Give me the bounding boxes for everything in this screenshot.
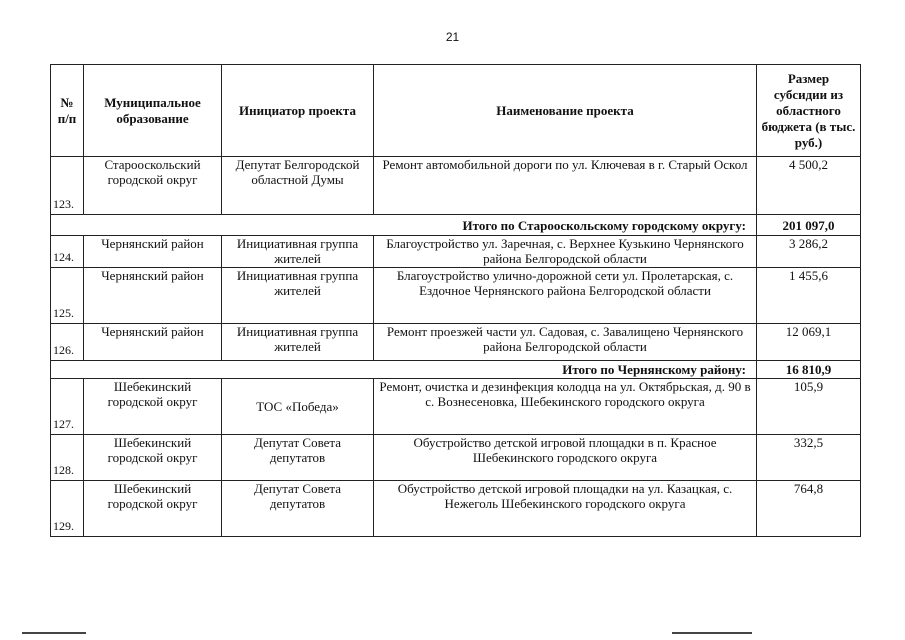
total-value: 16 810,9 [757, 361, 861, 379]
table-row [51, 324, 861, 361]
row-subsidy: 332,5 [757, 435, 861, 481]
row-municipality: Старооскольский городской округ [84, 157, 222, 215]
row-municipality: Шебекинский городской округ [84, 481, 222, 537]
row-municipality: Шебекинский городской округ [84, 379, 222, 435]
row-initiator: Инициативная группа жителей [222, 236, 374, 268]
total-label: Итого по Старооскольскому городскому округу: [51, 215, 757, 236]
row-number: 128. [51, 435, 84, 481]
row-initiator: Депутат Совета депутатов [222, 435, 374, 481]
header-project: Наименование проекта [374, 65, 757, 157]
row-project: Ремонт автомобильной дороги по ул. Ключевая в г. Старый Оскол [374, 157, 757, 215]
row-project: Ремонт, очистка и дезинфекция колодца на ул. Октябрьская, д. 90 в с. Вознесеновка, Шебекинского городского округа [374, 379, 757, 435]
total-value: 201 097,0 [757, 215, 861, 236]
row-initiator: Инициативная группа жителей [222, 324, 374, 361]
row-project: Обустройство детской игровой площадки на ул. Казацкая, с. Нежеголь Шебекинского городского округа [374, 481, 757, 537]
row-municipality: Чернянский район [84, 236, 222, 268]
header-municipality: Муниципальное образование [84, 65, 222, 157]
row-subsidy: 764,8 [757, 481, 861, 537]
table-row [51, 157, 861, 215]
row-project: Благоустройство ул. Заречная, с. Верхнее Кузькино Чернянского района Белгородской области [374, 236, 757, 268]
row-number: 124. [51, 236, 84, 268]
row-municipality: Чернянский район [84, 324, 222, 361]
row-project: Обустройство детской игровой площадки в п. Красное Шебекинского городского округа [374, 435, 757, 481]
row-initiator: Депутат Белгородской областной Думы [222, 157, 374, 215]
row-number: 125. [51, 268, 84, 324]
header-initiator: Инициатор проекта [222, 65, 374, 157]
scan-edge-mark [22, 632, 86, 634]
row-project: Благоустройство улично-дорожной сети ул. Пролетарская, с. Ездочное Чернянского района Белгородской области [374, 268, 757, 324]
table-row [51, 379, 861, 435]
row-number: 126. [51, 324, 84, 361]
page-number: 21 [445, 30, 460, 44]
subsidy-table [50, 64, 861, 537]
total-label: Итого по Чернянскому району: [51, 361, 757, 379]
header-num: № п/п [51, 65, 84, 157]
row-number: 127. [51, 379, 84, 435]
row-municipality: Чернянский район [84, 268, 222, 324]
row-subsidy: 105,9 [757, 379, 861, 435]
row-municipality: Шебекинский городской округ [84, 435, 222, 481]
row-initiator: Инициативная группа жителей [222, 268, 374, 324]
row-initiator: ТОС «Победа» [222, 379, 374, 435]
table-header-row [51, 65, 861, 157]
table-row [51, 481, 861, 537]
table-row [51, 236, 861, 268]
total-row [51, 215, 861, 236]
table-row [51, 268, 861, 324]
row-number: 123. [51, 157, 84, 215]
row-initiator: Депутат Совета депутатов [222, 481, 374, 537]
header-subsidy: Размер субсидии из областного бюджета (в тыс. руб.) [757, 65, 861, 157]
row-number: 129. [51, 481, 84, 537]
row-subsidy: 4 500,2 [757, 157, 861, 215]
scan-edge-mark [672, 632, 752, 634]
row-project: Ремонт проезжей части ул. Садовая, с. Завалищено Чернянского района Белгородской области [374, 324, 757, 361]
table-row [51, 435, 861, 481]
total-row [51, 361, 861, 379]
row-subsidy: 3 286,2 [757, 236, 861, 268]
row-subsidy: 1 455,6 [757, 268, 861, 324]
row-subsidy: 12 069,1 [757, 324, 861, 361]
